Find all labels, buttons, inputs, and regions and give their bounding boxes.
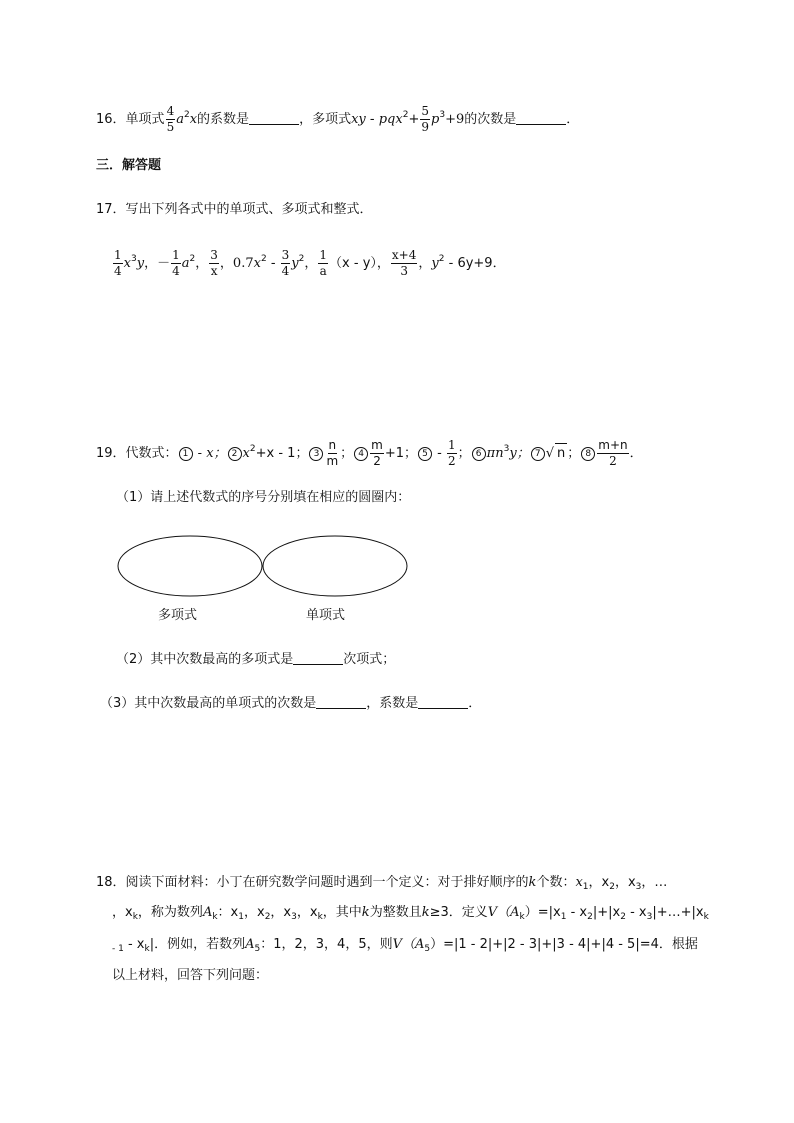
polynomial-label: 多项式 <box>158 608 198 623</box>
q16-text-1: 单项式 <box>125 112 165 127</box>
circled-number: 8 <box>581 447 595 461</box>
question-18-line-1: 18．阅读下面材料：小丁在研究数学问题时遇到一个定义：对于排好顺序的k个数：$x_1$，$x_2$，$x_3$，… <box>96 875 668 892</box>
monomial-oval[interactable] <box>263 536 407 596</box>
section-title: 三．解答题 <box>96 158 162 173</box>
question-18-line-4: 以上材料，回答下列问题： <box>112 968 269 983</box>
circled-number: 4 <box>354 447 368 461</box>
q16-fraction-1: $\frac{4}{5}$ <box>166 104 175 134</box>
question-16: 16．单项式 $\frac{4}{5}$ $a^2x$的系数是 ，多项式xy - pqx$^2$+ $\frac{5}{9}$ $p^3+9$的次数是 ． <box>96 104 580 134</box>
circled-number: 5 <box>418 447 432 461</box>
circled-number: 2 <box>228 447 242 461</box>
venn-ovals <box>114 531 414 601</box>
circled-number: 1 <box>179 447 193 461</box>
q16-blank-1[interactable] <box>249 110 299 125</box>
q16-blank-2[interactable] <box>516 110 566 125</box>
circled-number: 7 <box>531 447 545 461</box>
q19-blank-3[interactable] <box>418 694 468 709</box>
question-18-line-3: $_{- 1} - x_k|$．例如，若数列$A_5$：1，2，3，4，5，则$V(A_5)=|1 - 2|+|2 - 3|+|3 - 4|+|4 - 5|=4$．根据 <box>112 937 698 954</box>
question-19-part-2: （2）其中次数最高的多项式是 次项式； <box>116 652 396 667</box>
monomial-label: 单项式 <box>306 608 346 623</box>
q19-blank-1[interactable] <box>293 650 343 665</box>
question-19-part-1: （1）请上述代数式的序号分别填在相应的圆圈内： <box>116 490 411 505</box>
question-19-expressions: 19．代数式： 1 - x； 2 $x^2+x - 1$； 3 $\frac{n}{m}$ ； 4 $\frac{m}{2}$ +1； 5 - $\frac{1}{2}$ ； 6 $\pi n^3y$； 7 √ n ； 8 $\frac{m+n}{2}$ ． <box>96 438 643 468</box>
q16-fraction-2: $\frac{5}{9}$ <box>421 104 429 134</box>
q19-blank-2[interactable] <box>316 694 366 709</box>
circled-number: 6 <box>472 447 486 461</box>
question-17-expressions: $\frac{1}{4}$ $x^3y$，－ $\frac{1}{4}$ $a^2$， $\frac{3}{x}$ ，$0.7x^2$ - $\frac{3}{4}$ $y^2$， $\frac{1}{a}$ （x - y）， $\frac{x+4}{3}$ ，$y^2 - 6y+9$． <box>114 248 506 278</box>
q16-text-3: ，多项式 <box>299 112 352 127</box>
question-17-title: 17．写出下列各式中的单项式、多项式和整式． <box>96 202 373 217</box>
q16-number: 16． <box>96 112 126 127</box>
q16-text-2: 的系数是 <box>197 112 250 127</box>
question-18-line-2: ，$x_k$，称为数列$A_k$：$x_1$，$x_2$，$x_3$，$x_k$，其中k为整数且k≥3．定义$V(A_k)=|x_1 - x_2|+|x_2$ - $x_3|+\dots+|x_k$ <box>112 905 709 922</box>
question-19-part-3: （3）其中次数最高的单项式的次数是 ，系数是 ． <box>100 696 482 711</box>
q16-text-4: 的次数是 <box>464 112 517 127</box>
sqrt-icon: √ <box>545 446 554 461</box>
circled-number: 3 <box>309 447 323 461</box>
polynomial-oval[interactable] <box>118 536 262 596</box>
